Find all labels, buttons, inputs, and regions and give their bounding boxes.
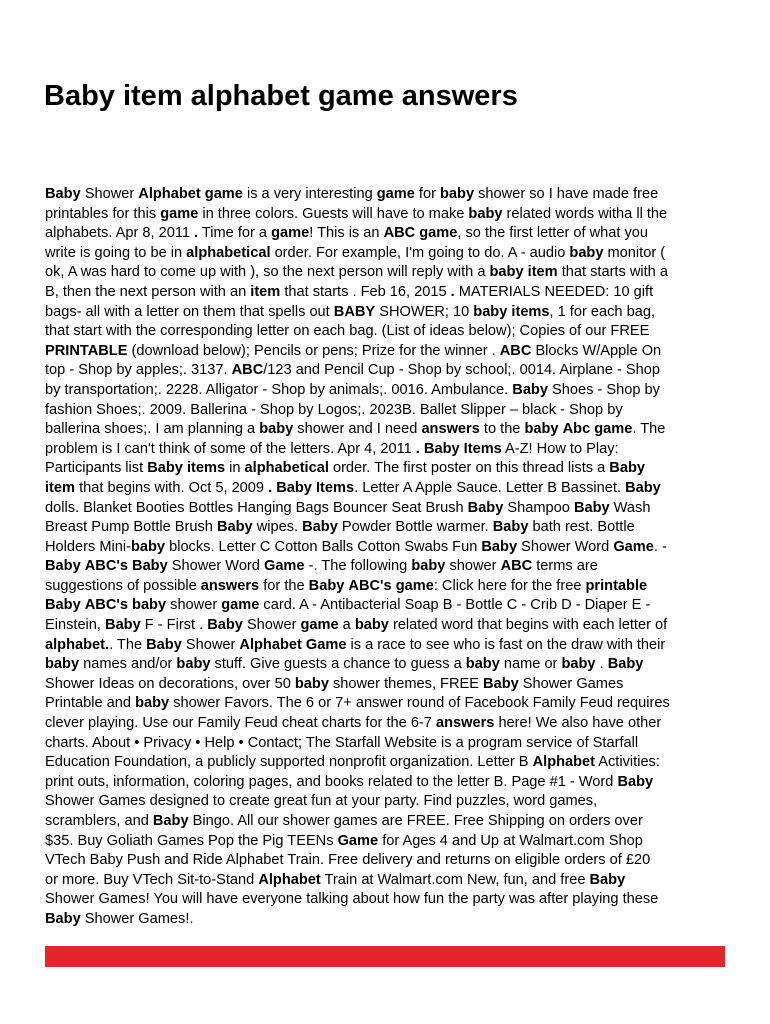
body-line: [45, 734, 735, 754]
keyword-text: game: [594, 421, 633, 438]
body-text-run: wipes.: [252, 519, 303, 536]
keyword-text: PRINTABLE: [45, 342, 128, 359]
body-text-run: Shampoo: [503, 499, 574, 516]
body-text-run: is a race to see who is fast on the draw with their: [346, 636, 666, 653]
body-line: [45, 792, 735, 812]
body-line: [45, 577, 735, 597]
keyword-text: .: [194, 225, 199, 242]
body-text-run: Powder Bottle warmer.: [337, 519, 493, 536]
keyword-text: ABC's: [348, 577, 392, 594]
body-text-run: by transportation;. 2228. Alligator - Shop by animals;. 0016. Ambulance.: [45, 381, 513, 398]
body-text-run: Shower Games!.: [80, 910, 194, 927]
body-text-run: Printable and: [45, 695, 136, 712]
body-line: [45, 303, 735, 323]
keyword-text: Alphabet: [532, 754, 596, 771]
keyword-text: answers: [200, 577, 260, 594]
body-line: [45, 538, 735, 558]
keyword-text: Baby: [207, 617, 243, 634]
body-text-run: that starts . Feb 16, 2015: [280, 283, 451, 300]
body-text-run: $35. Buy Goliath Games Pop the Pig TEENs: [45, 832, 338, 849]
body-text-run: problem is I can't think of some of the letters. Apr 4, 2011: [45, 440, 416, 457]
body-text-run: here! We also have other: [494, 715, 662, 732]
body-text-run: bags- all with a letter on them that spells out: [45, 303, 334, 320]
body-text-run: Einstein,: [45, 617, 106, 634]
keyword-text: alphabetical: [186, 244, 271, 261]
keyword-text: printable: [585, 577, 648, 594]
keyword-text: game: [419, 225, 458, 242]
body-text-run: for the: [259, 577, 309, 594]
body-text-run: ok, A was hard to come up with ), so the next person will reply with a: [45, 264, 490, 281]
body-line: [45, 871, 735, 891]
body-text-run: Holders Mini-: [45, 538, 131, 555]
body-line: [45, 675, 735, 695]
body-text-run: order. The first poster on this thread lists a: [328, 460, 610, 477]
keyword-text: game: [221, 597, 260, 614]
body-line: [45, 753, 735, 773]
body-text-run: Shower Ideas on decorations, over 50: [45, 675, 295, 692]
body-text-run: Wash: [609, 499, 651, 516]
keyword-text: .: [268, 479, 273, 496]
keyword-text: item: [527, 264, 558, 281]
keyword-text: Baby: [492, 519, 529, 536]
body-text-run: -. The following: [304, 558, 412, 575]
body-line: [45, 832, 735, 852]
body-text-run: Shower Games: [518, 675, 624, 692]
body-text-run: /123 and Pencil Cup - Shop by school;. 0014. Airplane - Shop: [263, 362, 660, 379]
body-text-run: shower and I need: [293, 421, 422, 438]
keyword-text: ABC: [383, 225, 416, 242]
keyword-text: Game: [305, 636, 347, 653]
keyword-text: Game: [337, 832, 379, 849]
body-text-run: shower Favors. The 6 or 7+ answer round of Facebook Family Feud requires: [169, 695, 670, 712]
body-text-run: monitor (: [603, 244, 666, 261]
body-text-run: clever playing. Use our Family Feud cheat charts for the 6-7: [45, 715, 436, 732]
keyword-text: baby: [468, 205, 503, 222]
keyword-text: Baby: [132, 558, 168, 575]
body-text-run: print outs, information, coloring pages, and books related to the letter B. Page #1 - Word: [45, 773, 618, 790]
body-line: [45, 890, 735, 910]
body-text-run: fashion Shoes;. 2009. Ballerina - Shop by Logos;. 2023B. Ballet Slipper – black - Shop by: [45, 401, 623, 418]
keyword-text: Baby: [45, 186, 81, 202]
body-text-run: a: [338, 617, 355, 634]
body-text-run: or more. Buy VTech Sit-to-Stand: [45, 871, 259, 888]
body-line: [45, 557, 735, 577]
keyword-text: game: [395, 577, 434, 594]
body-text-run: Shower Word: [517, 538, 614, 555]
body-text-run: . The: [632, 421, 666, 438]
keyword-text: baby: [465, 656, 500, 673]
keyword-text: Baby: [617, 773, 654, 790]
body-line: [45, 499, 735, 519]
keyword-text: game: [271, 225, 310, 242]
keyword-text: ABC's: [84, 558, 128, 575]
body-line: [45, 773, 735, 793]
body-line: [45, 812, 735, 832]
body-text-run: scramblers, and: [45, 813, 153, 829]
keyword-text: Baby: [45, 910, 81, 927]
body-text-run: Shower Word: [167, 558, 264, 575]
body-text-run: Shower: [181, 636, 240, 653]
body-text-run: shower: [166, 597, 222, 614]
keyword-text: Alphabet: [239, 636, 302, 653]
keyword-text: item: [45, 479, 76, 496]
body-text-run: Time for a: [198, 225, 272, 242]
body-text-run: VTech Baby Push and Ride Alphabet Train. Free delivery and returns on eligible orders of £20: [45, 852, 651, 869]
keyword-text: alphabetical: [244, 460, 329, 477]
keyword-text: Baby: [216, 519, 253, 536]
body-text-run: MATERIALS NEEDED: 10 gift: [454, 283, 654, 300]
keyword-text: Alphabet: [138, 186, 201, 202]
body-line: [45, 205, 735, 225]
keyword-text: baby: [132, 597, 167, 614]
keyword-text: baby: [569, 244, 604, 261]
keyword-text: Baby: [625, 479, 661, 496]
body-text-run: ballerina shoes;. I am planning a: [45, 421, 260, 438]
keyword-text: ABC: [231, 362, 264, 379]
body-line: [45, 518, 735, 538]
keyword-text: Baby: [146, 636, 182, 653]
body-line: [45, 361, 735, 381]
body-line: [45, 185, 735, 205]
keyword-text: Baby: [609, 460, 645, 477]
body-line: [45, 381, 735, 401]
body-text-run: Blocks W/Apple On: [531, 342, 662, 359]
keyword-text: Baby: [276, 479, 312, 496]
body-line: [45, 440, 735, 460]
body-line: [45, 420, 735, 440]
body-text-run: that start with the corresponding letter on each bag. (List of ideas below); Copies of our FREE: [45, 323, 650, 340]
body-text-run: card. A - Antibacterial Soap B - Bottle C - Crib D - Diaper E -: [259, 597, 651, 614]
body-text-run: .: [595, 656, 608, 673]
body-text-run: . Letter A Apple Sauce. Letter B Bassinet.: [354, 479, 626, 496]
body-text-run: , so the first letter of what you: [457, 225, 649, 242]
body-text-run: in three colors. Guests will have to make: [198, 205, 469, 222]
keyword-text: baby: [411, 558, 446, 575]
body-line: [45, 910, 735, 930]
keyword-text: baby: [354, 617, 389, 634]
body-text-run: Participants list: [45, 460, 148, 477]
body-line: [45, 322, 735, 342]
body-text-run: . The: [109, 636, 147, 653]
keyword-text: ABC: [499, 342, 532, 359]
keyword-text: alphabet.: [45, 636, 110, 653]
body-text-run: B, then the next person with an: [45, 283, 251, 300]
keyword-text: baby: [259, 421, 294, 438]
body-text-run: Activities:: [595, 754, 660, 771]
body-text-run: that begins with. Oct 5, 2009: [75, 479, 269, 496]
keyword-text: Items: [463, 440, 502, 457]
body-text-run: to the: [479, 421, 525, 438]
body-text-run: shower so I have made free: [474, 186, 659, 202]
body-text-run: Shower: [80, 186, 139, 202]
body-text-run: suggestions of possible: [45, 577, 201, 594]
body-text-run: terms are: [532, 558, 598, 575]
body-line: [45, 401, 735, 421]
body-line: [45, 283, 735, 303]
body-text-run: printables for this: [45, 205, 161, 222]
keyword-text: items: [511, 303, 550, 320]
article-body: [45, 185, 735, 930]
keyword-text: Game: [613, 538, 654, 555]
body-line: [45, 714, 735, 734]
body-text-run: name or: [499, 656, 562, 673]
keyword-text: baby: [176, 656, 211, 673]
body-text-run: SHOWER; 10: [375, 303, 474, 320]
keyword-text: Baby: [423, 440, 460, 457]
body-text-run: for Ages 4 and Up at Walmart.com Shop: [378, 832, 643, 849]
keyword-text: baby: [440, 186, 475, 202]
body-text-run: Shower: [242, 617, 301, 634]
keyword-text: baby: [130, 538, 166, 555]
keyword-text: baby: [45, 656, 80, 673]
keyword-text: Baby: [483, 675, 519, 692]
body-text-run: , 1 for each bag,: [549, 303, 656, 320]
body-text-run: . -: [653, 538, 667, 555]
body-text-run: Shoes - Shop by: [547, 381, 660, 398]
keyword-text: Baby: [512, 381, 548, 398]
body-text-run: (download below); Pencils or pens; Prize for the winner .: [127, 342, 500, 359]
keyword-text: Baby: [45, 597, 81, 614]
body-text-run: dolls. Blanket Booties Bottles Hanging Bags Bouncer Seat Brush: [45, 499, 468, 516]
keyword-text: Baby: [481, 538, 518, 555]
body-text-run: stuff. Give guests a chance to guess a: [210, 656, 466, 673]
keyword-text: game: [160, 205, 199, 222]
keyword-text: baby: [473, 303, 508, 320]
keyword-text: Baby: [607, 656, 644, 673]
keyword-text: game: [204, 186, 243, 202]
body-text-run: that starts with a: [557, 264, 668, 281]
body-text-run: related word that begins with each letter of: [388, 617, 668, 634]
keyword-text: Baby: [302, 519, 338, 536]
body-text-run: blocks. Letter C Cotton Balls Cotton Swabs Fun: [165, 538, 482, 555]
keyword-text: Abc: [562, 421, 591, 438]
footer-accent-bar: [45, 946, 725, 967]
body-line: [45, 655, 735, 675]
body-text-run: Breast Pump Bottle Brush: [45, 519, 217, 536]
keyword-text: answers: [435, 715, 495, 732]
keyword-text: baby: [294, 675, 329, 692]
keyword-text: .: [450, 283, 455, 300]
keyword-text: Baby: [573, 499, 610, 516]
body-line: [45, 479, 735, 499]
body-text-run: F - First .: [140, 617, 208, 634]
body-text-run: A-Z! How to Play:: [501, 440, 619, 457]
body-text-run: related words witha ll the: [502, 205, 668, 222]
keyword-text: Baby: [589, 871, 626, 888]
keyword-text: Baby: [147, 460, 183, 477]
body-text-run: top - Shop by apples;. 3137.: [45, 362, 232, 379]
body-line: [45, 596, 735, 616]
keyword-text: Alphabet: [258, 871, 321, 888]
body-line: [45, 263, 735, 283]
body-text-run: Bingo. All our shower games are FREE. Free Shipping on orders over: [188, 813, 643, 829]
keyword-text: item: [250, 283, 281, 300]
keyword-text: ABC's: [84, 597, 128, 614]
body-text-run: for: [414, 186, 441, 202]
body-text-run: order. For example, I'm going to do. A - audio: [270, 244, 570, 261]
keyword-text: Game: [263, 558, 305, 575]
keyword-text: baby: [524, 421, 559, 438]
body-line: [45, 244, 735, 264]
body-text-run: : Click here for the free: [433, 577, 586, 594]
body-text-run: Shower Games designed to create great fun at your party. Find puzzles, word games,: [45, 793, 598, 810]
body-text-run: is a very interesting: [242, 186, 377, 202]
keyword-text: game: [376, 186, 415, 202]
body-line: [45, 616, 735, 636]
body-line: [45, 459, 735, 479]
body-text-run: shower themes, FREE: [328, 675, 484, 692]
keyword-text: .: [415, 440, 420, 457]
body-text-run: write is going to be in: [45, 244, 187, 261]
body-line: [45, 851, 735, 871]
keyword-text: baby: [135, 695, 170, 712]
keyword-text: Items: [315, 479, 355, 496]
keyword-text: baby: [561, 656, 596, 673]
body-line: [45, 694, 735, 714]
keyword-text: Baby: [467, 499, 504, 516]
body-line: [45, 224, 735, 244]
keyword-text: Baby: [45, 558, 81, 575]
body-text-run: alphabets. Apr 8, 2011: [45, 225, 195, 242]
body-text-run: in: [225, 460, 245, 477]
body-text-run: ! This is an: [309, 225, 384, 242]
body-text-run: Train at Walmart.com New, fun, and free: [320, 871, 590, 888]
keyword-text: game: [300, 617, 339, 634]
keyword-text: BABY: [333, 303, 376, 320]
keyword-text: answers: [421, 421, 480, 438]
keyword-text: Baby: [308, 577, 345, 594]
body-text-run: bath rest. Bottle: [528, 519, 635, 536]
body-text-run: Shower Games! You will have everyone talking about how fun the party was after playing these: [45, 891, 659, 908]
body-text-run: charts. About • Privacy • Help • Contact; The Starfall Website is a program service of Starfall: [45, 734, 639, 751]
keyword-text: Baby: [105, 617, 141, 634]
page-title: Baby item alphabet game answers: [44, 80, 518, 112]
keyword-text: Baby: [152, 813, 189, 829]
body-text-run: Education Foundation, a publicly supported nonprofit organization. Letter B: [45, 754, 533, 771]
keyword-text: ABC: [500, 558, 533, 575]
keyword-text: baby: [489, 264, 524, 281]
keyword-text: items: [186, 460, 226, 477]
body-text-run: shower: [445, 558, 501, 575]
body-line: [45, 342, 735, 362]
body-text-run: names and/or: [79, 656, 177, 673]
body-line: [45, 636, 735, 656]
